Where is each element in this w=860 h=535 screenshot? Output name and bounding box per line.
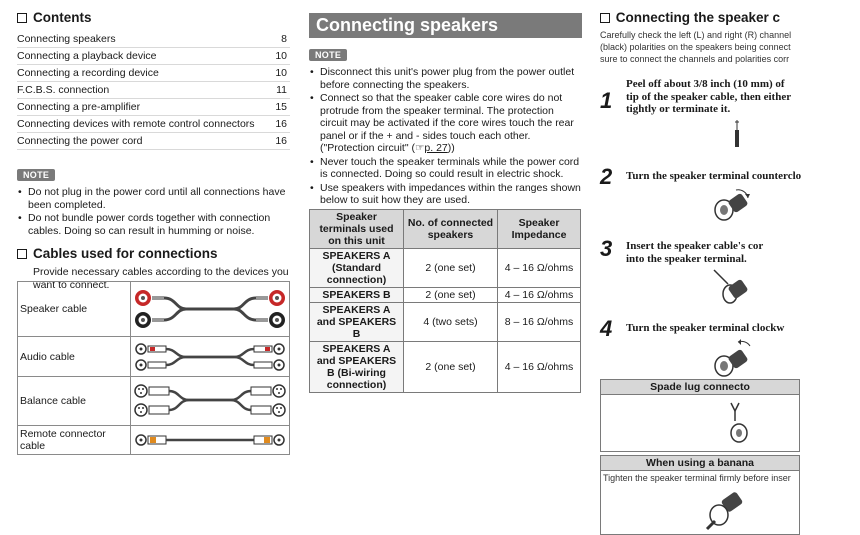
contents-item[interactable] — [17, 116, 290, 133]
speakers-note-bullets — [309, 66, 582, 207]
step-text — [626, 316, 784, 342]
step-line: Turn the speaker terminal clockw — [626, 322, 785, 334]
intro-line: sure to connect the channels and polarities corr — [600, 54, 790, 64]
contents-item[interactable] — [17, 99, 290, 116]
contents-item-label: F.C.B.S. connection — [17, 84, 110, 96]
intro-line: Carefully check the left (L) and right (R) channel — [600, 30, 792, 40]
step-number: 1 — [600, 88, 613, 113]
cables-description: Provide necessary cables according to the devices you want to connect. — [33, 266, 289, 291]
contents-item-page: 10 — [275, 67, 287, 79]
checkbox-square-icon — [600, 13, 610, 23]
contents-item[interactable] — [17, 82, 290, 99]
step-number: 3 — [600, 236, 613, 261]
contents-item[interactable] — [17, 48, 290, 65]
step-text — [626, 78, 791, 116]
impedance-cell: 4 – 16 Ω/ohms — [498, 341, 581, 392]
cables-title: Cables used for connections — [33, 246, 218, 261]
step-number: 4 — [600, 316, 613, 341]
impedance-cell: 4 – 16 Ω/ohms — [498, 287, 581, 302]
speaker-count-cell: 2 (one set) — [404, 248, 498, 287]
right-intro — [600, 29, 792, 65]
middle-column — [309, 13, 582, 393]
contents-list — [17, 31, 290, 150]
contents-item-page: 16 — [275, 118, 287, 130]
contents-item-page: 11 — [276, 84, 287, 96]
contents-item-label: Connecting a playback device — [17, 50, 157, 62]
banana-plug-heading: When using a banana — [601, 456, 799, 471]
step-text — [626, 236, 763, 265]
insert-cable-icon — [712, 268, 752, 310]
spade-lug-icon — [721, 401, 751, 445]
bullet-text: Connect so that the speaker cable core wires do not protrude from the speaker terminal. The protection circuit may be activated if the core wires touch the rear panel or if the + and - sides touch each other. ("Protection circuit" ( — [320, 92, 574, 154]
left-note-bullets — [17, 186, 290, 237]
step-3 — [600, 236, 860, 265]
contents-title: Contents — [33, 10, 92, 25]
list-item: • Disconnect this unit's power plug from the power outlet before connecting the speakers. — [309, 66, 582, 91]
cable-label: Remote connector cable — [18, 426, 131, 455]
column-header: Speaker Impedance — [498, 209, 581, 248]
cable-label: Balance cable — [18, 377, 131, 426]
cables-heading — [17, 246, 290, 261]
step-line: into the speaker terminal. — [626, 252, 747, 265]
contents-item[interactable] — [17, 133, 290, 150]
speaker-count-cell: 2 (one set) — [404, 287, 498, 302]
table-row — [18, 426, 290, 455]
step-2 — [600, 164, 860, 190]
pointing-hand-icon: ☞ — [414, 142, 425, 154]
remote-connector-cable-icon — [131, 426, 290, 455]
banana-plug-text: Tighten the speaker terminal firmly before inser — [603, 473, 791, 483]
table-row — [18, 377, 290, 426]
step-line: Turn the speaker terminal counterclo — [626, 170, 802, 182]
step-4 — [600, 316, 860, 342]
list-item: • Use speakers with impedances within the ranges shown below to suit how they are used. — [309, 182, 582, 207]
cable-label: Audio cable — [18, 337, 131, 377]
column-header: Speaker terminals used on this unit — [310, 209, 404, 248]
contents-item-label: Connecting a pre-amplifier — [17, 101, 141, 113]
step-line: tightly or terminate it. — [626, 103, 731, 115]
spade-lug-box — [600, 379, 800, 452]
step-number: 2 — [600, 164, 613, 189]
table-row — [18, 337, 290, 377]
tighten-knob-icon — [712, 340, 752, 380]
speaker-count-cell: 2 (one set) — [404, 341, 498, 392]
terminal-cell: SPEAKERS A (Standard connection) — [310, 248, 404, 287]
step-1 — [600, 78, 860, 116]
list-item: • Do not bundle power cords together with connection cables. Doing so can result in humming or noise. — [17, 212, 290, 237]
terminal-cell: SPEAKERS B — [310, 287, 404, 302]
banana-plug-box — [600, 455, 800, 535]
step-text — [626, 164, 801, 190]
contents-item-label: Connecting the power cord — [17, 135, 143, 147]
table-header-row — [310, 209, 581, 248]
contents-item[interactable] — [17, 31, 290, 48]
impedance-table — [309, 209, 581, 393]
bullet-text-close: )) — [447, 142, 455, 154]
table-row — [310, 287, 581, 302]
left-note — [17, 165, 290, 237]
checkbox-square-icon — [17, 249, 27, 259]
left-column — [17, 10, 290, 452]
cable-label: Speaker cable — [18, 282, 131, 337]
banana-plug-icon — [705, 487, 753, 531]
contents-item-label: Connecting devices with remote control connectors — [17, 118, 255, 130]
page-reference: p. 27 — [424, 142, 448, 154]
intro-line: (black) polarities on the speakers being connect — [600, 42, 791, 52]
terminal-knob-icon — [712, 188, 752, 224]
list-item: • Never touch the speaker terminals while the power cord is connected. Doing so could result in electric shock. — [309, 156, 582, 181]
table-row — [310, 302, 581, 341]
audio-cable-icon — [131, 337, 290, 377]
right-section-heading — [600, 10, 780, 25]
impedance-cell: 8 – 16 Ω/ohms — [498, 302, 581, 341]
note-tag: NOTE — [17, 169, 55, 181]
checkbox-square-icon — [17, 13, 27, 23]
table-row — [310, 341, 581, 392]
contents-item-page: 16 — [275, 135, 287, 147]
contents-item-label: Connecting a recording device — [17, 67, 159, 79]
terminal-cell: SPEAKERS A and SPEAKERS B (Bi-wiring connection) — [310, 341, 404, 392]
stripped-wire-icon — [730, 120, 744, 148]
list-item — [309, 92, 582, 155]
speaker-count-cell: 4 (two sets) — [404, 302, 498, 341]
contents-item-page: 10 — [275, 50, 287, 62]
note-tag: NOTE — [309, 49, 347, 61]
speaker-cable-icon — [131, 282, 290, 337]
spade-lug-heading: Spade lug connecto — [601, 380, 799, 395]
impedance-cell: 4 – 16 Ω/ohms — [498, 248, 581, 287]
speakers-note — [309, 45, 582, 207]
table-row — [310, 248, 581, 287]
right-column — [600, 10, 802, 533]
contents-heading — [17, 10, 290, 25]
contents-item-page: 15 — [275, 101, 287, 113]
table-row — [18, 282, 290, 337]
section-banner: Connecting speakers — [309, 13, 582, 38]
terminal-cell: SPEAKERS A and SPEAKERS B — [310, 302, 404, 341]
list-item: • Do not plug in the power cord until all connections have been completed. — [17, 186, 290, 211]
right-section-title: Connecting the speaker c — [615, 10, 780, 25]
cables-table — [17, 281, 290, 455]
step-line: Peel off about 3/8 inch (10 mm) of — [626, 78, 785, 90]
contents-item-label: Connecting speakers — [17, 33, 116, 45]
step-line: tip of the speaker cable, then either — [626, 90, 792, 103]
contents-item[interactable] — [17, 65, 290, 82]
reference-link[interactable] — [415, 142, 448, 154]
column-header: No. of connected speakers — [404, 209, 498, 248]
balance-cable-icon — [131, 377, 290, 426]
step-line: Insert the speaker cable's cor — [626, 240, 764, 252]
contents-item-page: 8 — [281, 33, 287, 45]
